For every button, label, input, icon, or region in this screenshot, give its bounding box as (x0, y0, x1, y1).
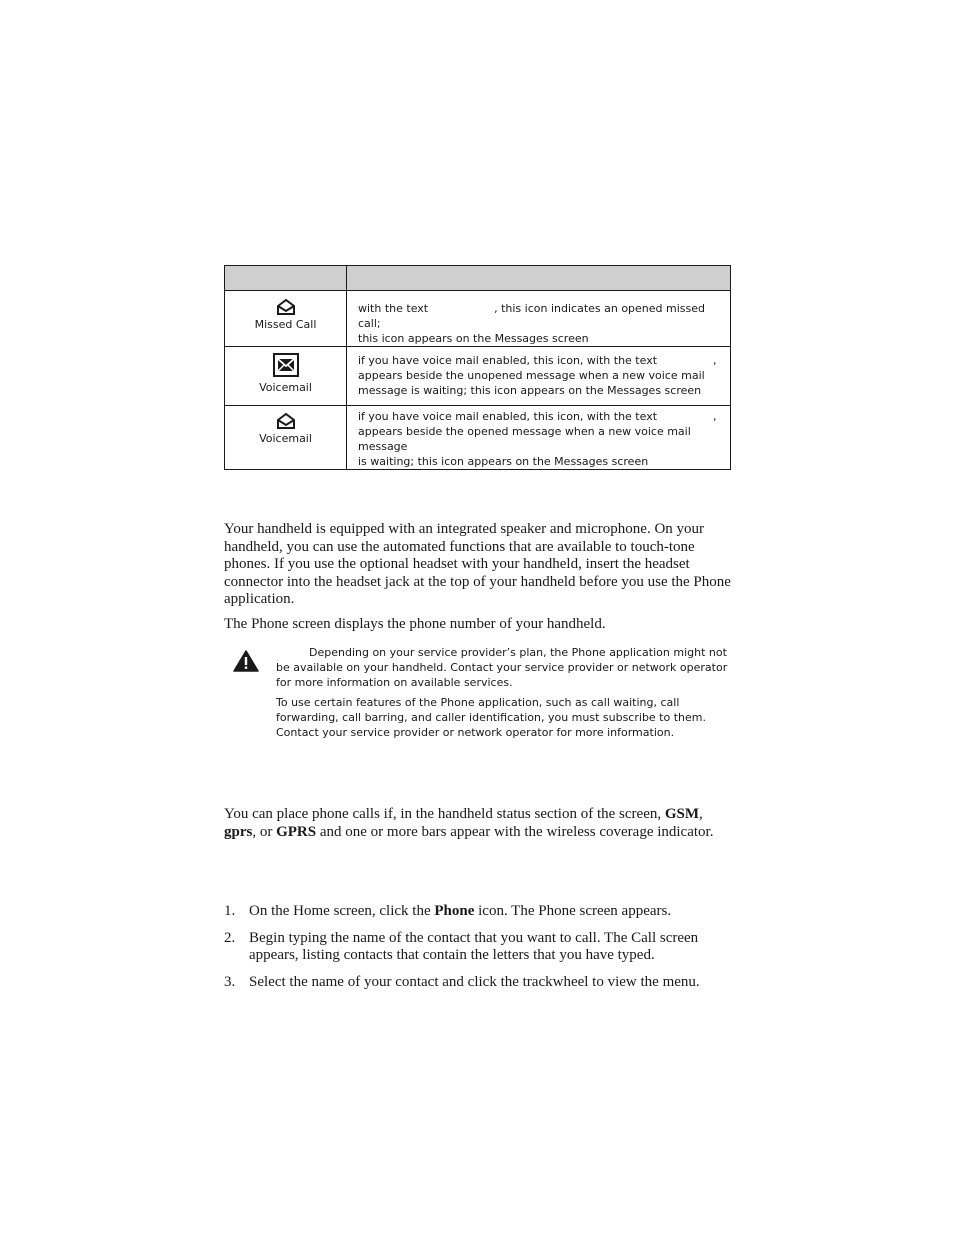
text-run: You can place phone calls if, in the handheld status section of the screen, (224, 806, 662, 822)
table-icon-cell (225, 347, 347, 406)
list-item (224, 930, 734, 965)
table-icon-cell (225, 291, 347, 347)
step-text: icon. The Phone screen appears. (478, 903, 672, 919)
table-header-row (225, 266, 731, 291)
place-calls-paragraph (224, 806, 734, 841)
note-text: Depending on your service provider’s plan, the Phone application might not be available on your handheld. Contact your service provider or network operator for more information on available services. (276, 646, 728, 689)
step-text: Begin typing the name of the contact that you want to call. The Call screen appears, listing contacts that contain the letters that you have typed. (249, 929, 699, 963)
intro-paragraph: Your handheld is equipped with an integrated speaker and microphone. On your handheld, you can use the automated functions that are available to touch-tone phones. If you use the optional headset with your handheld, insert the headset connector into the headset jack at the top of your handheld before you use the Phone application. (224, 521, 731, 607)
opened-envelope-icon (276, 298, 296, 316)
step-number: 3. (224, 973, 236, 990)
step-number: 2. (224, 929, 236, 946)
desc-text: , this icon indicates an opened missed call; (358, 302, 706, 330)
table-header-icon-col (225, 266, 347, 291)
icon-label: Voicemail (259, 432, 312, 445)
text-run: , or (252, 823, 273, 840)
table-row (225, 291, 731, 347)
step-text: Select the name of your contact and click the trackwheel to view the menu. (249, 973, 700, 990)
desc-text: appears beside the opened message when a new voice mail message (358, 425, 691, 453)
desc-text: if you have voice mail enabled, this icon, with the text (358, 410, 658, 423)
desc-text: appears beside the unopened message when a new voice mail (358, 369, 705, 382)
table-header-desc-col (347, 266, 731, 291)
desc-text: if you have voice mail enabled, this icon, with the text (358, 354, 658, 367)
list-item (224, 903, 734, 921)
table-desc-cell (347, 406, 731, 470)
desc-text: , (713, 410, 717, 423)
icon-table (224, 265, 731, 470)
table-desc-cell (347, 347, 731, 406)
desc-text: with the text (358, 302, 429, 315)
text-run: , (699, 806, 703, 822)
desc-text: , (713, 354, 717, 367)
icon-label: Missed Call (254, 318, 317, 331)
desc-text: this icon appears on the Messages screen (358, 332, 589, 345)
warning-icon (233, 649, 259, 673)
phone-number-paragraph: The Phone screen displays the phone number of your handheld. (224, 616, 606, 632)
steps-list (224, 903, 734, 1000)
step-text: On the Home screen, click the (249, 903, 431, 919)
step-number: 1. (224, 903, 236, 919)
table-row (225, 406, 731, 470)
icon-label: Voicemail (259, 381, 312, 394)
list-item (224, 974, 734, 992)
desc-text: message is waiting; this icon appears on the Messages screen (358, 384, 702, 397)
note-text: To use certain features of the Phone application, such as call waiting, call forwarding, call barring, and caller identification, you must subscribe to them. Contact your service provider or network operator for more information. (276, 696, 706, 739)
desc-text: is waiting; this icon appears on the Messages screen (358, 455, 649, 468)
text-run: and one or more bars appear with the wireless coverage indicator. (319, 823, 714, 840)
gsm-label: GSM (664, 806, 700, 822)
gprs-lower-label: gprs (224, 823, 253, 840)
gprs-upper-label: GPRS (276, 823, 317, 840)
unopened-envelope-icon (273, 353, 299, 377)
table-desc-cell (347, 291, 731, 347)
opened-envelope-icon (276, 412, 296, 430)
phone-label: Phone (434, 903, 475, 919)
table-icon-cell (225, 406, 347, 470)
table-row (225, 347, 731, 406)
